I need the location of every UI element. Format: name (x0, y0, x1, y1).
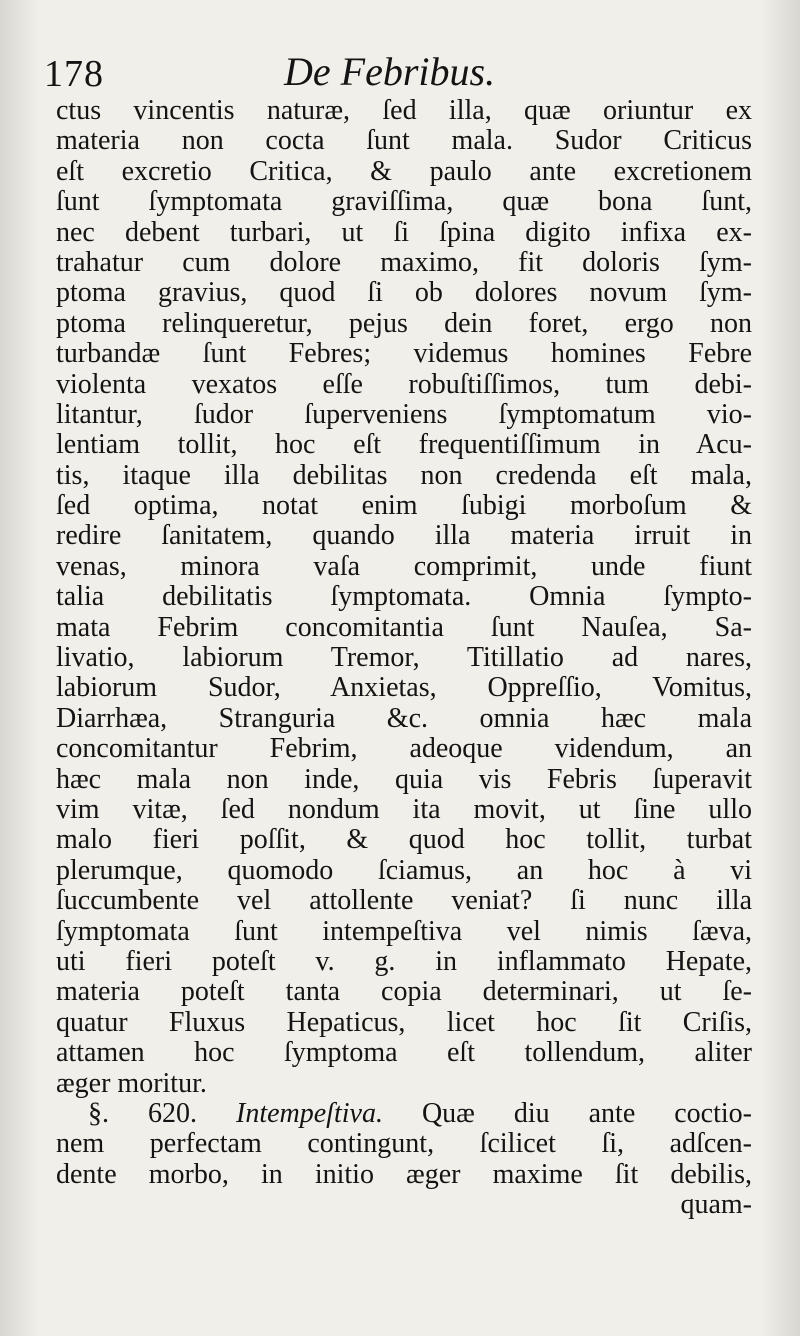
text-line: ctus vincentis naturæ, ſed illa, quæ oriuntur ex (56, 96, 752, 126)
text-line: vim vitæ, ſed nondum ita movit, ut ſine ullo (56, 794, 752, 825)
text-line: redire ſanitatem, quando illa materia irruit in (56, 521, 752, 552)
text-line: quatur Fluxus Hepaticus, licet hoc ſit Criſis, (56, 1007, 752, 1038)
section-first-line (56, 1099, 752, 1129)
text-line: ſed optima, notat enim ſubigi morboſum & (56, 491, 752, 522)
text-line: Diarrhæa, Stranguria &c. omnia hæc mala (56, 703, 752, 734)
text-line: concomitantur Febrim, adeoque videndum, an (56, 734, 752, 765)
running-head: De Febribus. (284, 49, 496, 94)
text-line: eſt excretio Critica, & paulo ante excretionem (56, 156, 752, 187)
text-line: ſymptomata ſunt intempeſtiva vel nimis ſæva, (56, 916, 752, 947)
text-line: violenta vexatos eſſe robuſtiſſimos, tum debi- (56, 369, 752, 400)
text-line: talia debilitatis ſymptomata. Omnia ſympto- (56, 582, 752, 613)
text-line: ptoma gravius, quod ſi ob dolores novum ſym- (56, 278, 752, 309)
page-header (44, 44, 764, 96)
text-line: ſuccumbente vel attollente veniat? ſi nunc illa (56, 886, 752, 917)
text-line: litantur, ſudor ſuperveniens ſymptomatum vio- (56, 399, 752, 430)
text-line: æger moritur. (56, 1068, 207, 1099)
body-text (56, 96, 752, 1220)
section-text-line: nem perfectam contingunt, ſcilicet ſi, adſcen- (56, 1129, 752, 1160)
text-line: labiorum Sudor, Anxietas, Oppreſſio, Vomitus, (56, 673, 752, 704)
page-number: 178 (44, 53, 104, 95)
text-line: nec debent turbari, ut ſi ſpina digito infixa ex- (56, 217, 752, 248)
section-number: §. 620. (88, 1098, 197, 1129)
text-line: uti fieri poteſt v. g. in inflammato Hepate, (56, 946, 752, 977)
text-line: mata Febrim concomitantia ſunt Nauſea, Sa- (56, 612, 752, 643)
catchword: quam- (680, 1190, 752, 1221)
text-line: materia poteſt tanta copia determinari, ut ſe- (56, 977, 752, 1008)
text-line: attamen hoc ſymptoma eſt tollendum, aliter (56, 1038, 752, 1069)
text-line: ptoma relinqueretur, pejus dein foret, ergo non (56, 308, 752, 339)
text-line: materia non cocta ſunt mala. Sudor Criticus (56, 126, 752, 157)
text-line: lentiam tollit, hoc eſt frequentiſſimum in Acu- (56, 430, 752, 461)
section-heading: Intempeſtiva. (236, 1098, 383, 1129)
text-line: tis, itaque illa debilitas non credenda eſt mala, (56, 460, 752, 491)
text-line: plerumque, quomodo ſciamus, an hoc à vi (56, 855, 752, 886)
text-line: hæc mala non inde, quia vis Febris ſuperavit (56, 764, 752, 795)
text-line: livatio, labiorum Tremor, Titillatio ad nares, (56, 643, 752, 674)
text-line: malo fieri poſſit, & quod hoc tollit, turbat (56, 825, 752, 856)
section-text-line: dente morbo, in initio æger maxime ſit debilis, (56, 1159, 752, 1190)
section-text-line: Quæ diu ante coctio- (421, 1098, 752, 1129)
text-line: venas, minora vaſa comprimit, unde fiunt (56, 551, 752, 582)
text-line: ſunt ſymptomata graviſſima, quæ bona ſunt, (56, 187, 752, 218)
text-line: turbandæ ſunt Febres; videmus homines Febre (56, 339, 752, 370)
text-line: trahatur cum dolore maximo, fit doloris ſym- (56, 247, 752, 278)
